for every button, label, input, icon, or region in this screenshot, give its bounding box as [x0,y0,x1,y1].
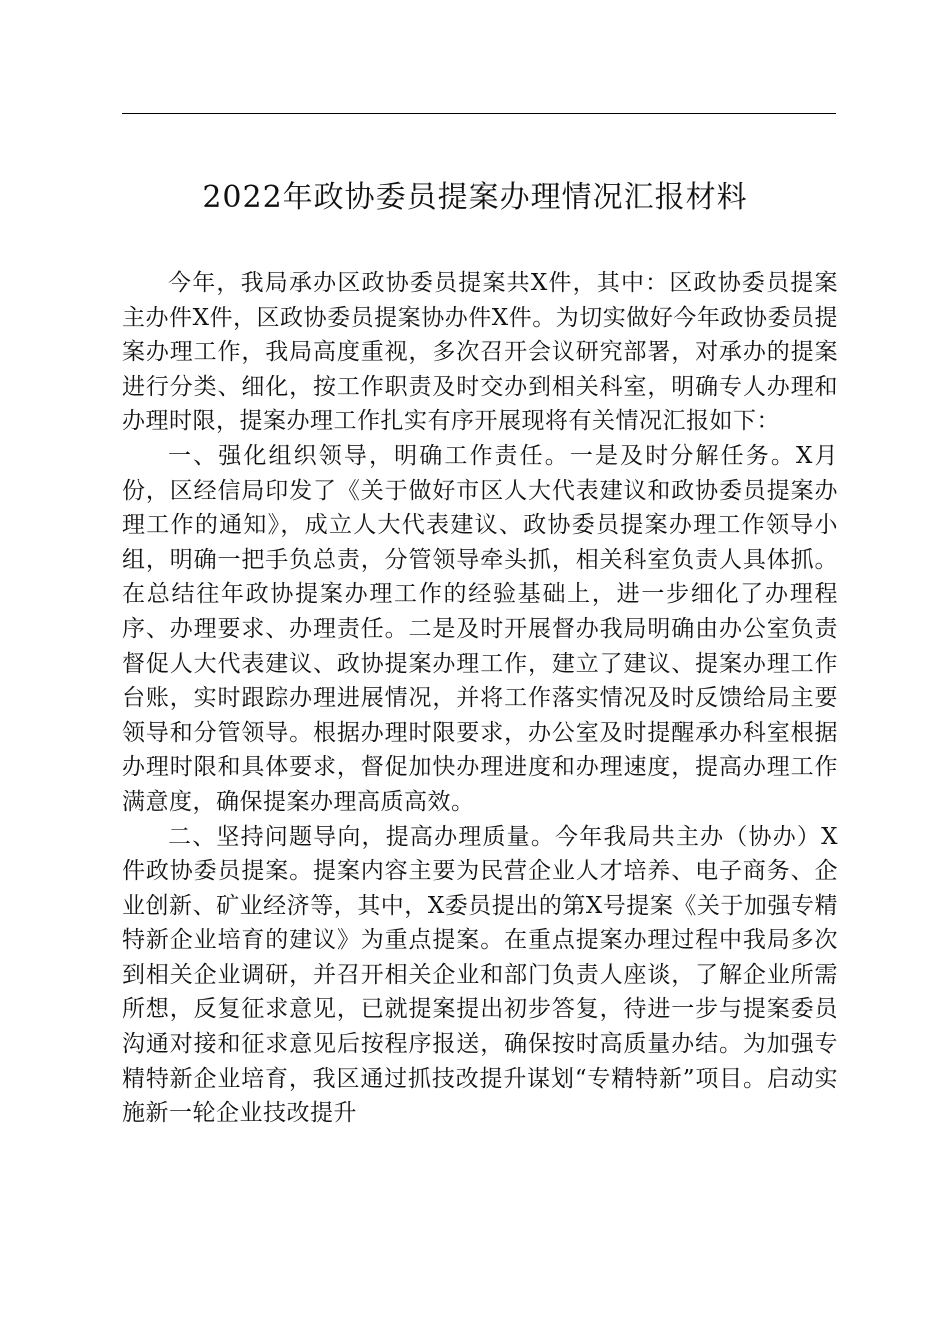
paragraph-section-1: 一、强化组织领导，明确工作责任。一是及时分解任务。X月份，区经信局印发了《关于做好市区人大代表建议和政协委员提案办理工作的通知》，成立人大代表建议、政协委员提案办理工作领导小组，明确一把手负总责，分管领导牵头抓，相关科室负责人具体抓。在总结往年政协提案办理工作的经验基础上，进一步细化了办理程序、办理要求、办理责任。二是及时开展督办我局明确由办公室负责督促人大代表建议、政协提案办理工作，建立了建议、提案办理工作台账，实时跟踪办理进展情况，并将工作落实情况及时反馈给局主要领导和分管领导。根据办理时限要求，办公室及时提醒承办科室根据办理时限和具体要求，督促加快办理进度和办理速度，提高办理工作满意度，确保提案办理高质高效。 [122,442,838,815]
document-body [122,266,838,1131]
header-rule [122,113,836,114]
document-title: 2022年政协委员提案办理情况汇报材料 [202,180,748,215]
paragraph-section-2: 二、坚持问题导向，提高办理质量。今年我局共主办（协办）X件政协委员提案。提案内容主要为民营企业人才培养、电子商务、企业创新、矿业经济等，其中，X委员提出的第X号提案《关于加强专精特新企业培育的建议》为重点提案。在重点提案办理过程中我局多次到相关企业调研，并召开相关企业和部门负责人座谈，了解企业所需所想，反复征求意见，已就提案提出初步答复，待进一步与提案委员沟通对接和征求意见后按程序报送，确保按时高质量办结。为加强专精特新企业培育，我区通过抓技改提升谋划“专精特新”项目。启动实施新一轮企业技改提升 [122,823,838,1127]
paragraph-intro: 今年，我局承办区政协委员提案共X件，其中：区政协委员提案主办件X件，区政协委员提案协办件X件。为切实做好今年政协委员提案办理工作，我局高度重视，多次召开会议研究部署，对承办的提案进行分类、细化，按工作职责及时交办到相关科室，明确专人办理和办理时限，提案办理工作扎实有序开展现将有关情况汇报如下： [122,270,838,435]
